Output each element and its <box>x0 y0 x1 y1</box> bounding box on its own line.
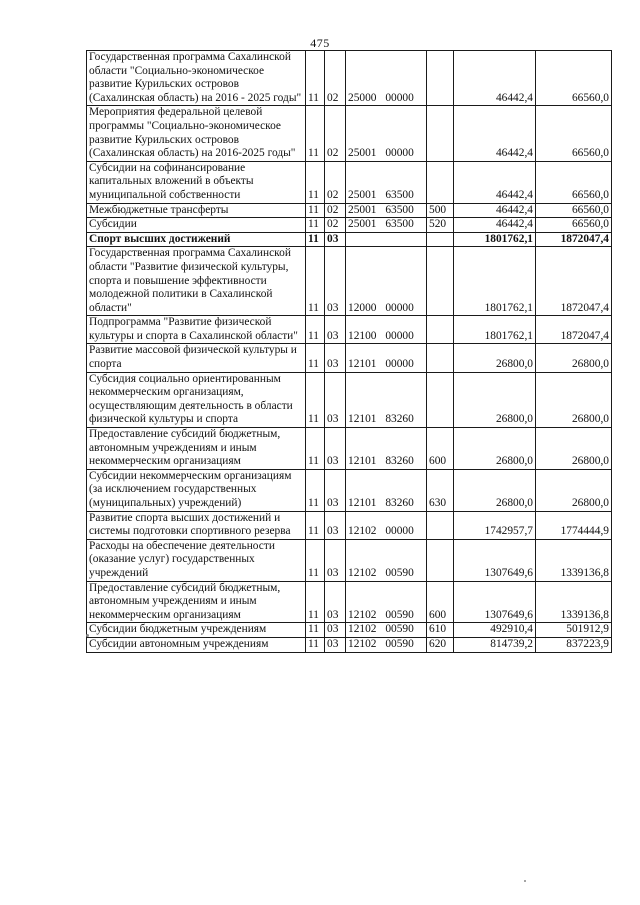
budget-table-body <box>87 51 612 653</box>
subsection-code-cell: 03 <box>325 316 346 344</box>
amount-year1-cell: 1801762,1 <box>454 247 536 316</box>
table-row <box>87 428 612 470</box>
target-article-cell: 25001 00000 <box>346 106 427 161</box>
target-article-cell: 12101 00000 <box>346 344 427 372</box>
section-code-cell: 11 <box>306 539 325 581</box>
subsection-code-cell: 03 <box>325 232 346 247</box>
subsection-code-cell: 03 <box>325 637 346 652</box>
table-row <box>87 51 612 106</box>
amount-year1-cell: 492910,4 <box>454 623 536 638</box>
table-row <box>87 469 612 511</box>
subsection-code-cell: 03 <box>325 581 346 623</box>
section-code-cell: 11 <box>306 161 325 203</box>
row-name-cell: Межбюджетные трансферты <box>87 203 306 218</box>
amount-year2-cell: 1339136,8 <box>536 539 612 581</box>
target-article-cell: 12101 83260 <box>346 428 427 470</box>
amount-year1-cell: 1307649,6 <box>454 539 536 581</box>
amount-year1-cell: 1307649,6 <box>454 581 536 623</box>
subsection-code-cell: 02 <box>325 106 346 161</box>
row-name-cell: Субсидии <box>87 218 306 233</box>
target-article-cell: 12000 00000 <box>346 247 427 316</box>
row-name-cell: Спорт высших достижений <box>87 232 306 247</box>
expense-type-cell <box>427 232 454 247</box>
section-code-cell: 11 <box>306 428 325 470</box>
section-code-cell: 11 <box>306 623 325 638</box>
amount-year1-cell: 26800,0 <box>454 469 536 511</box>
subsection-code-cell: 03 <box>325 623 346 638</box>
section-code-cell: 11 <box>306 469 325 511</box>
table-row <box>87 344 612 372</box>
amount-year2-cell: 66560,0 <box>536 218 612 233</box>
expense-type-cell <box>427 106 454 161</box>
table-row <box>87 203 612 218</box>
subsection-code-cell: 03 <box>325 469 346 511</box>
subsection-code-cell: 02 <box>325 51 346 106</box>
row-name-cell: Развитие массовой физической культуры и спорта <box>87 344 306 372</box>
table-row <box>87 316 612 344</box>
amount-year1-cell: 46442,4 <box>454 161 536 203</box>
target-article-cell: 25001 63500 <box>346 203 427 218</box>
section-code-cell: 11 <box>306 372 325 427</box>
target-article-cell: 12102 00590 <box>346 539 427 581</box>
target-article-cell: 25001 63500 <box>346 218 427 233</box>
amount-year2-cell: 66560,0 <box>536 51 612 106</box>
subsection-code-cell: 02 <box>325 218 346 233</box>
table-row <box>87 218 612 233</box>
amount-year1-cell: 26800,0 <box>454 344 536 372</box>
row-name-cell: Развитие спорта высших достижений и системы подготовки спортивного резерва <box>87 511 306 539</box>
subsection-code-cell: 03 <box>325 511 346 539</box>
amount-year1-cell: 1801762,1 <box>454 316 536 344</box>
table-row <box>87 511 612 539</box>
expense-type-cell: 520 <box>427 218 454 233</box>
amount-year1-cell: 814739,2 <box>454 637 536 652</box>
row-name-cell: Подпрограмма "Развитие физической культуры и спорта в Сахалинской области" <box>87 316 306 344</box>
target-article-cell: 25001 63500 <box>346 161 427 203</box>
amount-year2-cell: 66560,0 <box>536 161 612 203</box>
section-code-cell: 11 <box>306 232 325 247</box>
expense-type-cell: 600 <box>427 581 454 623</box>
expense-type-cell: 610 <box>427 623 454 638</box>
amount-year2-cell: 26800,0 <box>536 428 612 470</box>
row-name-cell: Субсидии бюджетным учреждениям <box>87 623 306 638</box>
row-name-cell: Субсидии автономным учреждениям <box>87 637 306 652</box>
section-code-cell: 11 <box>306 106 325 161</box>
amount-year2-cell: 1872047,4 <box>536 247 612 316</box>
target-article-cell: 12102 00000 <box>346 511 427 539</box>
expense-type-cell: 620 <box>427 637 454 652</box>
amount-year1-cell: 1801762,1 <box>454 232 536 247</box>
amount-year2-cell: 501912,9 <box>536 623 612 638</box>
expense-type-cell <box>427 344 454 372</box>
table-row <box>87 247 612 316</box>
subsection-code-cell: 03 <box>325 372 346 427</box>
amount-year1-cell: 46442,4 <box>454 51 536 106</box>
amount-year1-cell: 1742957,7 <box>454 511 536 539</box>
amount-year2-cell: 66560,0 <box>536 203 612 218</box>
row-name-cell: Предоставление субсидий бюджетным, автономным учреждениям и иным некоммерческим организациям <box>87 581 306 623</box>
expense-type-cell <box>427 316 454 344</box>
target-article-cell: 25000 00000 <box>346 51 427 106</box>
subsection-code-cell: 02 <box>325 161 346 203</box>
amount-year2-cell: 1339136,8 <box>536 581 612 623</box>
target-article-cell <box>346 232 427 247</box>
expense-type-cell <box>427 161 454 203</box>
expense-type-cell <box>427 51 454 106</box>
table-row <box>87 372 612 427</box>
target-article-cell: 12101 83260 <box>346 372 427 427</box>
amount-year1-cell: 46442,4 <box>454 106 536 161</box>
target-article-cell: 12100 00000 <box>346 316 427 344</box>
expense-type-cell <box>427 511 454 539</box>
scan-speck <box>524 880 526 882</box>
section-code-cell: 11 <box>306 637 325 652</box>
section-code-cell: 11 <box>306 511 325 539</box>
target-article-cell: 12101 83260 <box>346 469 427 511</box>
amount-year2-cell: 66560,0 <box>536 106 612 161</box>
row-name-cell: Предоставление субсидий бюджетным, автономным учреждениям и иным некоммерческим организациям <box>87 428 306 470</box>
subsection-code-cell: 03 <box>325 247 346 316</box>
target-article-cell: 12102 00590 <box>346 623 427 638</box>
section-code-cell: 11 <box>306 581 325 623</box>
expense-type-cell <box>427 539 454 581</box>
table-row <box>87 161 612 203</box>
section-code-cell: 11 <box>306 51 325 106</box>
subsection-code-cell: 03 <box>325 344 346 372</box>
amount-year2-cell: 1774444,9 <box>536 511 612 539</box>
amount-year1-cell: 26800,0 <box>454 428 536 470</box>
expense-type-cell <box>427 247 454 316</box>
subsection-code-cell: 03 <box>325 539 346 581</box>
row-name-cell: Субсидии некоммерческим организациям (за исключением государственных (муниципальных) учреждений) <box>87 469 306 511</box>
amount-year2-cell: 1872047,4 <box>536 316 612 344</box>
subsection-code-cell: 03 <box>325 428 346 470</box>
amount-year2-cell: 26800,0 <box>536 372 612 427</box>
amount-year1-cell: 46442,4 <box>454 218 536 233</box>
section-code-cell: 11 <box>306 203 325 218</box>
table-row <box>87 623 612 638</box>
amount-year2-cell: 26800,0 <box>536 344 612 372</box>
target-article-cell: 12102 00590 <box>346 637 427 652</box>
table-row <box>87 232 612 247</box>
table-row <box>87 106 612 161</box>
row-name-cell: Государственная программа Сахалинской области "Социально-экономическое развитие Курильских островов (Сахалинская область) на 2016 - 2025 годы" <box>87 51 306 106</box>
row-name-cell: Субсидия социально ориентированным некоммерческим организациям, осуществляющим деятельность в области физической культуры и спорта <box>87 372 306 427</box>
expense-type-cell: 500 <box>427 203 454 218</box>
table-row <box>87 539 612 581</box>
row-name-cell: Государственная программа Сахалинской области "Развитие физической культуры, спорта и повышение эффективности молодежной политики в Сахалинской области" <box>87 247 306 316</box>
expense-type-cell: 630 <box>427 469 454 511</box>
row-name-cell: Мероприятия федеральной целевой программы "Социально-экономическое развитие Курильских островов (Сахалинская область) на 2016-2025 годы" <box>87 106 306 161</box>
amount-year2-cell: 837223,9 <box>536 637 612 652</box>
row-name-cell: Расходы на обеспечение деятельности (оказание услуг) государственных учреждений <box>87 539 306 581</box>
scan-speck <box>86 634 89 637</box>
page-number: 475 <box>310 36 330 50</box>
amount-year1-cell: 26800,0 <box>454 372 536 427</box>
expense-type-cell: 600 <box>427 428 454 470</box>
row-name-cell: Субсидии на софинансирование капитальных вложений в объекты муниципальной собственности <box>87 161 306 203</box>
expense-type-cell <box>427 372 454 427</box>
section-code-cell: 11 <box>306 316 325 344</box>
subsection-code-cell: 02 <box>325 203 346 218</box>
amount-year2-cell: 26800,0 <box>536 469 612 511</box>
table-row <box>87 581 612 623</box>
amount-year2-cell: 1872047,4 <box>536 232 612 247</box>
target-article-cell: 12102 00590 <box>346 581 427 623</box>
section-code-cell: 11 <box>306 218 325 233</box>
section-code-cell: 11 <box>306 344 325 372</box>
amount-year1-cell: 46442,4 <box>454 203 536 218</box>
table-row <box>87 637 612 652</box>
budget-table <box>86 50 612 653</box>
section-code-cell: 11 <box>306 247 325 316</box>
